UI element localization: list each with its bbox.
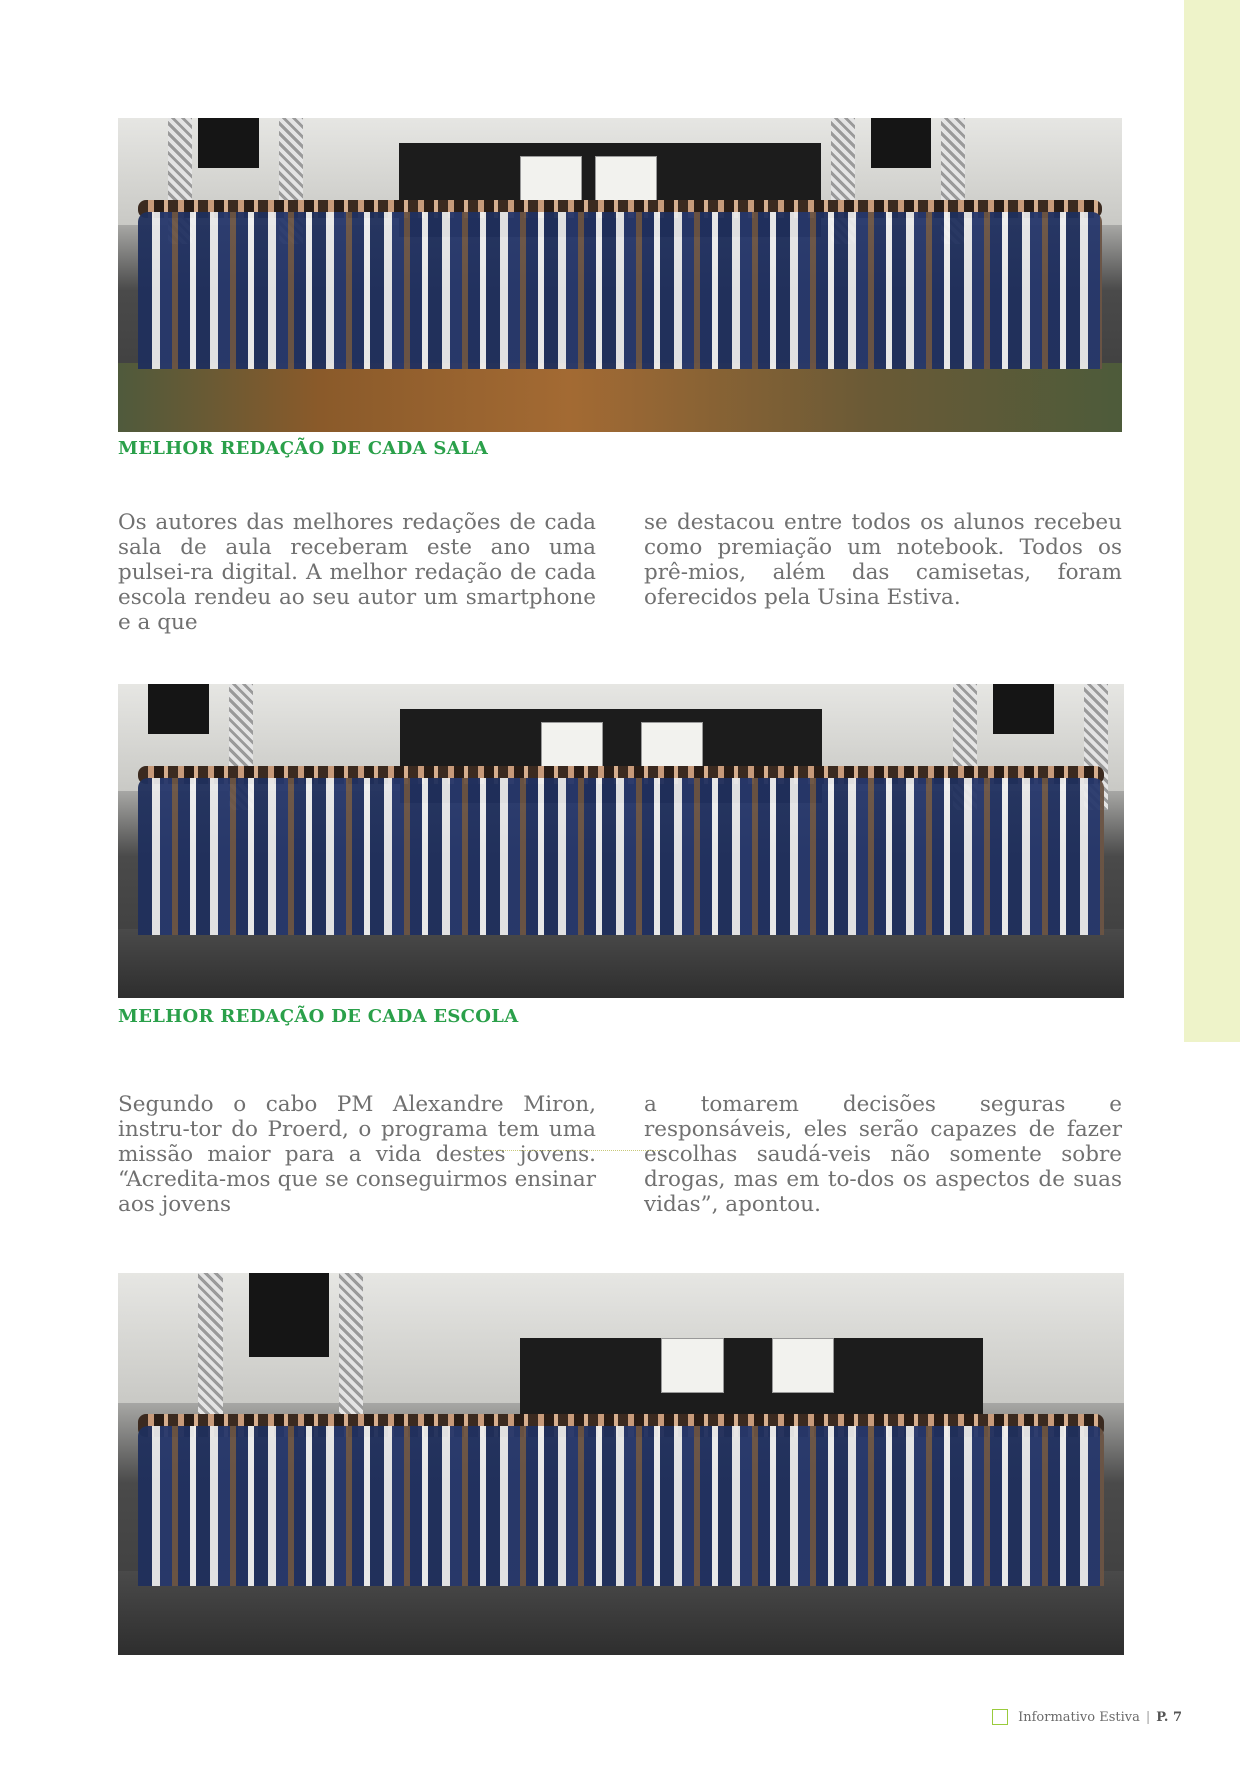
event-photo-3 [118, 1273, 1124, 1655]
side-accent-band [1184, 0, 1240, 1042]
page-footer [992, 1709, 1182, 1725]
page-number: P. 7 [1156, 1709, 1182, 1725]
event-photo-1 [118, 118, 1122, 432]
footer-separator: | [1145, 1709, 1151, 1725]
event-photo-2 [118, 684, 1124, 998]
publication-name: Informativo Estiva [1018, 1709, 1140, 1725]
paragraph-left-2: Segundo o cabo PM Alexandre Miron, instru-tor do Proerd, o programa tem uma missão maior para a vida destes jovens. “Acredita-mos que se conseguirmos ensinar aos jovens [118, 1092, 596, 1217]
dotted-divider [470, 1150, 660, 1151]
caption-melhor-redacao-escola: MELHOR REDAÇÃO DE CADA ESCOLA [118, 1006, 519, 1027]
paragraph-right-2: a tomarem decisões seguras e responsáveis, eles serão capazes de fazer escolhas saudá-veis não somente sobre drogas, mas em to-dos os aspectos de suas vidas”, apontou. [644, 1092, 1122, 1217]
paragraph-left-1: Os autores das melhores redações de cada sala de aula receberam este ano uma pulsei-ra digital. A melhor redação de cada escola rendeu ao seu autor um smartphone e a que [118, 510, 596, 635]
footer-square-icon [992, 1709, 1008, 1725]
paragraph-right-1: se destacou entre todos os alunos recebeu como premiação um notebook. Todos os prê-mios, além das camisetas, foram oferecidos pela Usina Estiva. [644, 510, 1122, 610]
caption-melhor-redacao-sala: MELHOR REDAÇÃO DE CADA SALA [118, 438, 489, 459]
